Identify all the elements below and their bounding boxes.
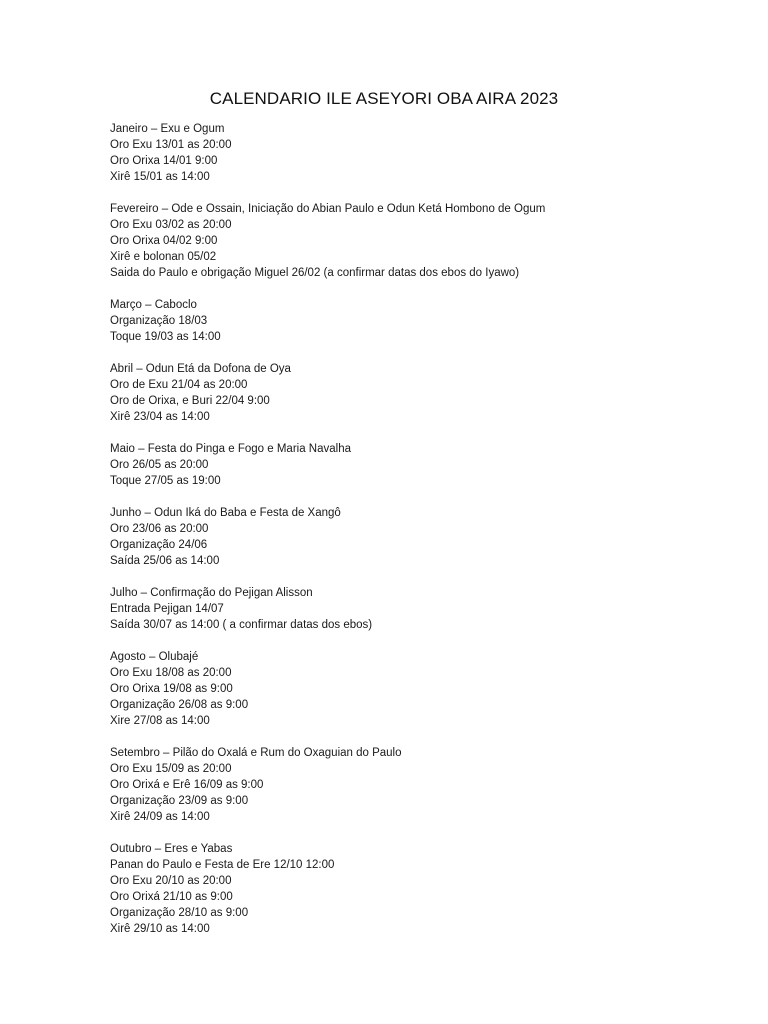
month-block-fevereiro [110, 201, 730, 281]
month-heading: Julho – Confirmação do Pejigan Alisson [110, 587, 313, 599]
event-line: Saida do Paulo e obrigação Miguel 26/02 (a confirmar datas dos ebos do Iyawo) [110, 267, 520, 279]
event-line: Saída 25/06 as 14:00 [110, 555, 220, 567]
event-line: Entrada Pejigan 14/07 [110, 603, 224, 615]
event-line: Organização 18/03 [110, 315, 208, 327]
event-line: Oro Orixa 04/02 9:00 [110, 235, 218, 247]
event-line: Xirê 15/01 as 14:00 [110, 171, 210, 183]
event-line: Panan do Paulo e Festa de Ere 12/10 12:00 [110, 859, 335, 871]
event-line: Oro Orixá e Erê 16/09 as 9:00 [110, 779, 264, 791]
event-line: Oro Exu 13/01 as 20:00 [110, 139, 232, 151]
calendar-content [110, 121, 730, 953]
event-line: Organização 28/10 as 9:00 [110, 907, 249, 919]
event-line: Oro 26/05 as 20:00 [110, 459, 209, 471]
month-heading: Abril – Odun Etá da Dofona de Oya [110, 363, 291, 375]
month-heading: Março – Caboclo [110, 299, 197, 311]
month-block-maio [110, 441, 730, 489]
event-line: Oro Exu 03/02 as 20:00 [110, 219, 232, 231]
month-heading: Maio – Festa do Pinga e Fogo e Maria Navalha [110, 443, 351, 455]
event-line: Oro Exu 18/08 as 20:00 [110, 667, 232, 679]
month-heading: Fevereiro – Ode e Ossain, Iniciação do Abian Paulo e Odun Ketá Hombono de Ogum [110, 203, 546, 215]
event-line: Xirê 29/10 as 14:00 [110, 923, 210, 935]
event-line: Toque 19/03 as 14:00 [110, 331, 221, 343]
event-line: Oro Orixa 19/08 as 9:00 [110, 683, 233, 695]
event-line: Xirê 24/09 as 14:00 [110, 811, 210, 823]
event-line: Xirê e bolonan 05/02 [110, 251, 217, 263]
document-title: CALENDARIO ILE ASEYORI OBA AIRA 2023 [209, 89, 559, 108]
month-block-agosto [110, 649, 730, 729]
month-block-julho [110, 585, 730, 633]
event-line: Organização 26/08 as 9:00 [110, 699, 249, 711]
month-heading: Setembro – Pilão do Oxalá e Rum do Oxaguian do Paulo [110, 747, 402, 759]
event-line: Oro Orixa 14/01 9:00 [110, 155, 218, 167]
event-line: Organização 24/06 [110, 539, 208, 551]
event-line: Xirê 23/04 as 14:00 [110, 411, 210, 423]
month-heading: Junho – Odun Iká do Baba e Festa de Xangô [110, 507, 341, 519]
event-line: Oro Exu 20/10 as 20:00 [110, 875, 232, 887]
event-line: Oro Orixá 21/10 as 9:00 [110, 891, 233, 903]
event-line: Oro Exu 15/09 as 20:00 [110, 763, 232, 775]
month-block-outubro [110, 841, 730, 937]
event-line: Oro de Orixa, e Buri 22/04 9:00 [110, 395, 270, 407]
month-block-junho [110, 505, 730, 569]
event-line: Oro de Exu 21/04 as 20:00 [110, 379, 248, 391]
event-line: Oro 23/06 as 20:00 [110, 523, 209, 535]
event-line: Saída 30/07 as 14:00 ( a confirmar datas dos ebos) [110, 619, 373, 631]
month-heading: Janeiro – Exu e Ogum [110, 123, 225, 135]
event-line: Organização 23/09 as 9:00 [110, 795, 249, 807]
month-block-janeiro [110, 121, 730, 185]
month-block-abril [110, 361, 730, 425]
month-heading: Agosto – Olubajé [110, 651, 199, 663]
month-heading: Outubro – Eres e Yabas [110, 843, 233, 855]
month-block-setembro [110, 745, 730, 825]
month-block-marco [110, 297, 730, 345]
event-line: Xire 27/08 as 14:00 [110, 715, 210, 727]
event-line: Toque 27/05 as 19:00 [110, 475, 221, 487]
